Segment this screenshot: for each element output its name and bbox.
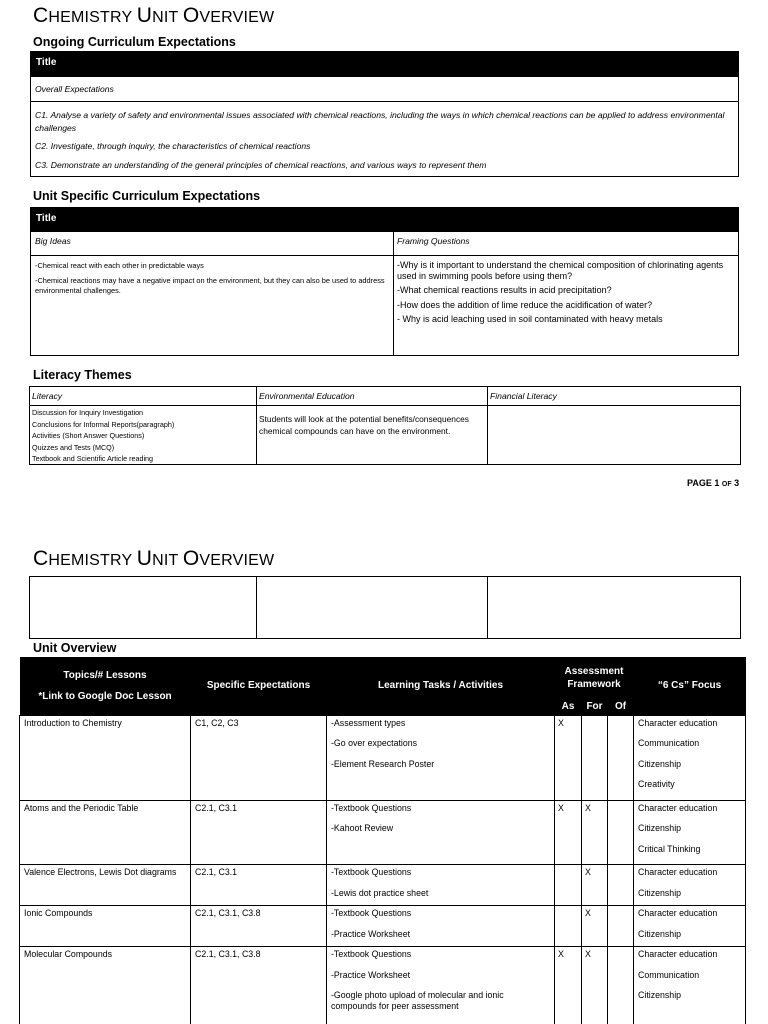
page1-title: CHEMISTRY UNIT OVERVIEW [33, 4, 275, 27]
unit-specific-table [30, 207, 739, 356]
learning-tasks-header: Learning Tasks / Activities [327, 657, 555, 715]
big-ideas-label: Big Ideas [35, 236, 71, 246]
expectations-cell: C2.1, C3.1 [191, 865, 327, 906]
environmental-text: Students will look at the potential benefits/consequences chemical compounds can have on the environment. [259, 414, 469, 436]
for-cell: X [582, 947, 608, 1024]
for-cell: X [582, 906, 608, 947]
expectation-c3: C3. Demonstrate an understanding of the general principles of chemical reactions, and various ways to represent them [35, 160, 487, 170]
financial-col-header: Financial Literacy [490, 391, 557, 401]
expectation-c1: C1. Analyse a variety of safety and environmental issues associated with chemical reactions, including the ways in which chemical reactions can be applied to address environmental challenges [35, 110, 725, 133]
expectations-cell: C2.1, C3.1 [191, 800, 327, 865]
big-idea-item: -Chemical react with each other in predictable ways [35, 261, 204, 270]
framing-questions-list [397, 260, 737, 325]
big-ideas-list [35, 261, 387, 296]
ongoing-title-bar: Title [31, 52, 738, 77]
unit-overview-heading: Unit Overview [33, 641, 117, 655]
environmental-col-header: Environmental Education [259, 391, 355, 401]
table-row [20, 906, 746, 947]
as-cell [555, 865, 582, 906]
expectations-cell: C1, C2, C3 [191, 715, 327, 800]
as-cell: X [555, 800, 582, 865]
framing-questions-label: Framing Questions [397, 236, 470, 246]
table-row [20, 800, 746, 865]
focus-cell: Character education Citizenship [634, 865, 746, 906]
topic-cell: Molecular Compounds [20, 947, 191, 1024]
table-row [20, 865, 746, 906]
as-header: As [555, 699, 582, 715]
literacy-item: Conclusions for Informal Reports(paragraph) [32, 419, 175, 429]
literacy-item: Quizzes and Tests (MCQ) [32, 442, 115, 452]
topics-header: Topics/# Lessons *Link to Google Doc Lesson [20, 657, 191, 715]
of-cell [608, 947, 634, 1024]
literacy-item: Activities (Short Answer Questions) [32, 431, 145, 440]
tasks-cell: -Textbook Questions -Practice Worksheet [327, 906, 555, 947]
literacy-heading: Literacy Themes [33, 368, 132, 382]
for-cell: X [582, 865, 608, 906]
unit-specific-title-bar: Title [31, 208, 738, 232]
as-cell [555, 906, 582, 947]
expectations-cell: C2.1, C3.1, C3.8 [191, 906, 327, 947]
framing-question-item: -How does the addition of lime reduce the acidification of water? [397, 299, 653, 310]
for-cell: X [582, 800, 608, 865]
topic-cell: Introduction to Chemistry [20, 715, 191, 800]
table-row [20, 715, 746, 800]
big-idea-item: -Chemical reactions may have a negative impact on the environment, but they can also be used to address environmental challenges. [35, 276, 385, 295]
topic-cell: Ionic Compounds [20, 906, 191, 947]
page2-title: CHEMISTRY UNIT OVERVIEW [33, 547, 275, 570]
literacy-item: Textbook and Scientific Article reading [32, 454, 154, 463]
for-cell [582, 715, 608, 800]
expectations-cell: C2.1, C3.1, C3.8 [191, 947, 327, 1024]
focus-cell: Character education Communication Citizenship [634, 947, 746, 1024]
empty-header-table [29, 576, 741, 639]
unit-overview-table [19, 657, 746, 1024]
framing-question-item: -What chemical reactions results in acid precipitation? [397, 285, 612, 295]
ongoing-heading: Ongoing Curriculum Expectations [33, 35, 236, 49]
of-cell [608, 715, 634, 800]
tasks-cell: -Textbook Questions -Kahoot Review [327, 800, 555, 865]
of-cell [608, 906, 634, 947]
of-cell [608, 800, 634, 865]
specific-expectations-header: Specific Expectations [191, 657, 327, 715]
six-cs-focus-header: “6 Cs” Focus [634, 657, 746, 715]
literacy-items [32, 407, 254, 465]
focus-cell: Character education Citizenship Critical Thinking [634, 800, 746, 865]
topic-cell: Valence Electrons, Lewis Dot diagrams [20, 865, 191, 906]
as-cell: X [555, 715, 582, 800]
literacy-item: Discussion for Inquiry Investigation [32, 408, 144, 417]
page-number-1: PAGE 1 OF 3 [687, 478, 740, 488]
focus-cell: Character education Citizenship [634, 906, 746, 947]
tasks-cell: -Textbook Questions -Practice Worksheet -Google photo upload of molecular and ionic compounds for peer assessment [327, 947, 555, 1024]
ongoing-expectations-table [30, 51, 739, 177]
for-header: For [582, 699, 608, 715]
literacy-col-header: Literacy [32, 391, 63, 401]
topic-cell: Atoms and the Periodic Table [20, 800, 191, 865]
of-header: Of [608, 699, 634, 715]
focus-cell: Character education Communication Citizenship Creativity [634, 715, 746, 800]
framing-question-item: -Why is it important to understand the chemical composition of chlorinating agents used in swimming pools before using them? [397, 260, 724, 281]
assessment-framework-header: Assessment Framework [555, 657, 634, 699]
tasks-cell: -Assessment types -Go over expectations -Element Research Poster [327, 715, 555, 800]
of-cell [608, 865, 634, 906]
overall-expectations-label: Overall Expectations [31, 77, 738, 102]
literacy-table [29, 386, 741, 465]
framing-question-item: - Why is acid leaching used in soil contaminated with heavy metals [397, 314, 663, 324]
as-cell: X [555, 947, 582, 1024]
expectation-c2: C2. Investigate, through inquiry, the characteristics of chemical reactions [35, 141, 311, 151]
table-row [20, 947, 746, 1024]
tasks-cell: -Textbook Questions -Lewis dot practice sheet [327, 865, 555, 906]
unit-specific-heading: Unit Specific Curriculum Expectations [33, 189, 261, 203]
